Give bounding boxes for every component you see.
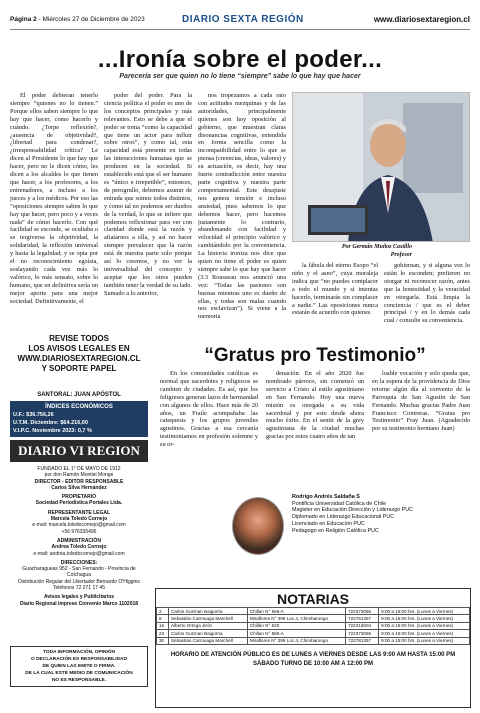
article-column-1: El poder debieran tenerlo siempre “quienes no lo tienen.” Porque ellos saben siempre lo que hay que hacer, como hacerlo y cuándo. ¿Torpe reflexión?, ¿ausencia de objetividad?, ¿libertad para condenar?, ¿irresponsabilidad crítica? Le dicen al Presidente lo que hay que hacer, pero no le dicen cómo, les dicen a los alcaldes lo que tienen que hacer, a los profesores, a los entrenadores, a incluso a los jueces y a los médicos. Por eso las “oposiciones siempre saben lo que hay que hacer, pero poco y a veces nada” de cómo hacerlo. Con qué facilidad se esconde, se ocultaba o se tergiversa la objetividad, la solidaridad, la reflexión universal y hasta la legalidad; y se opta por el no reconocimiento egoísta, soslayando cada vez más lo valórico, lo más sensato, sobre lo humano, que en definitiva sería un mejor aporte para una mejor sociedad. Definitivamente, el: [10, 92, 98, 305]
page-header: [10, 14, 470, 30]
indicator-utm: U.T.M. Diciembre: $64.216,00: [13, 420, 88, 426]
article-title: ...Ironía sobre el poder...: [97, 46, 383, 73]
notarias-box: [155, 588, 471, 708]
page-number: Página 2 - Miércoles 27 de Diciembre de 2023: [10, 16, 145, 23]
speaker-photo: [232, 497, 284, 555]
table-row: 9 Sebastián Carmuaga Marchell Miraflores N° 399 Loc.4, Chimbarongo 722781357 9:00 a 15:00 hrs. (Lunes a Viernes): [157, 615, 470, 622]
author-name: Por Germán Muñoz Castillo: [341, 244, 412, 250]
santoral: SANTORAL: JUAN APÓSTOL: [37, 392, 121, 398]
article2-title: “Gratus pro Testimonio”: [204, 345, 426, 366]
table-row: 30 Sebastián Carmuaga Marchell Miraflores N° 399 Loc.4, Chimbarongo 722781357 9:00 a 15:00 hrs. (Lunes a Viernes): [157, 637, 470, 644]
newspaper-url[interactable]: www.diariosextaregion.cl: [373, 15, 470, 24]
author-photo-illustration: [293, 93, 470, 242]
table-row: 23 Carlos Guzman Baigorria Chillan N° 566-A 722373066 9:00 a 15:00 hrs. (Lunes a Viernes): [157, 630, 470, 637]
article2-column-1: En los comunidades católicas es normal que sacerdotes y religiosos se cambien de ciudades. Es así, que los feligreses generan lazos de hermandad con algunos de ellos. Hace más de 20 años, un Fraile acompañaba las catequesis y los grupos juveniles agustinos. Gracias a esa cercanía testimoniamos en profesión solemne y su or-: [160, 370, 258, 449]
speaker-bio: Rodrigo Andrés Saldaña S Pontificia Universidad Católica de Chile Magister en Educación Dirección y Liderazgo PUC Diplomado en Liderazgo Educacional PUC Licenciado en Educación PUC Pedagogo en Religión Católica PUC: [292, 494, 414, 534]
indicator-uf: U.F.: $36.756,26: [13, 412, 54, 418]
revise-notice: REVISE TODOS LOS AVISOS LEGALES EN WWW.DIARIOSEXTAREGION.CL Y SOPORTE PAPEL: [17, 334, 141, 373]
article2-column-2: denación. En el año 2020 fue nombrado párroco, sin comenzó un servicio a Cristo al estilo agustiniano en San Fernando. Hoy una nueva misión es otorgada a su vida sacerdotal y por esto desde ahora mucho éxito. En el sentir de la grey agustiniana de la ciudad muchas gracias por estos cuatro años de tan: [266, 370, 364, 441]
imprint: FUNDADO EL 1° DE MAYO DE 1912 por don Ramón Montiel Monge DIRECTOR - EDITOR RESPONSABLE Carlos Silva Hernández PROPIETARIO Sociedad Periodística Portales Ltda. REPRESENTANTE LEGAL Marcela Toledo Cornejo e-mail: marcela.toledocornejo@gmail.com +56 976335496 ADMINISTRACIÓN Andrea Toledo Cornejo e-mail: andrea.toledocornejo@gmail.com DIRECCIONES: Guacharagueas 952 - San Fernando - Provincia de Colchagua Distribución Regular del Libertador Bernardo O'Higgins Teléfonos 72 271 17 45 Avisos legales y Publicitarios Diario Regional imprese Convenio Marco 1102018: [18, 466, 140, 607]
article-column-2: poder del poder. Para la ciencia política el poder es uno de los conceptos principales y más relevantes. Esto se debe a que el poder se toma “como la capacidad que tiene un actor para influir sobre otros”, y como tal, esta capacidad está presente en todas las interacciones humanas que se producen en la sociedad. Si establecido está que el ser humano es “único e irrepetible”, entonces, de perogrullo, debemos asumir de entrada que somos todos distintos, y como tal no podemos ser dueños de la verdad, lo que se infiere que podemos reflexionar para ver con claridad donde está la razón y afiatarnos a ella, y así no hacer siempre prevalecer que la razón está de nuestra parte solo porque así lo creemos, y no ver la universalidad del concepto y aceptar que los otros pueden también tener la verdad de su lado. Sumado a lo anterior,: [104, 92, 192, 297]
article2-column-3: loable vocación y solo queda que, en la espera de la providencia de Dios retorne algún día al convento de la Parroquia de San Agustín de San Fernando. Muchas gracias Padre Juan Francisco Contreras. “Gratus pro Testimonio” Fray Juan. (Agradecido por su testimonio hermano Juan): [372, 370, 470, 433]
disclaimer: TODA INFORMACIÓN, OPINIÓN O DECLARACIÓN ES RESPONSABILIDAD DE QUIEN LAS EMITE O FIRMA. DE LA CUAL ESTE MEDIO DE COMUNICACIÓN NO ES RESPONSABLE.: [10, 646, 148, 687]
article-column-3: nos tropezamos a cada rato con actitudes mezquinas y de las autoridades, principalmente quienes son hoy oposición al gobierno, que muestran claras disonancias cognitivas, entendida en forma sencilla como la incompatibilidad entre lo que se piensa (creencias, ideas, valores) y su actuación, es decir, hay una fuerte contradicción entre nuestra parte cognitiva y nuestra parte comportamental. Este desajuste nos genera tensión e incluso ansiedad, pues sabemos lo que debemos hacer, pero hacemos justamente lo contrario, abandonando con facilidad y velocidad el principio valórico y cambiándolo por la conveniencia. La historia ironiza nos dice que quien no tiene el poder es quien siempre sabe lo que hay que hacer (3.3 Rousseau nos anunció una vez: “Todas las pasiones son buenas mientras uno es dueño de ellas, y todas son malas cuando nos esclavizan”). Si viene a la memoria: [198, 92, 286, 321]
economic-indicators: [10, 401, 148, 437]
article-column-4: la fábula del eterno Esopo “el niño y el asno”, cuya moraleja indica que “no puedes complacer a todo el mundo y si intentas hacerlo, terminarás sin complacer a nadie.” Las oposiciones nunca estarán de acuerdo con quienes: [292, 262, 378, 317]
indicators-title: ÍNDICES ECONÓMICOS: [45, 404, 113, 410]
indicator-ipc: V.I.P.C. Noviembre 2023: 0,7 %: [13, 428, 92, 434]
table-row: 16 Alberto Ortega Jirón Chillán N° 620 722316604 9:00 a 15:00 hrs. (Lunes a Viernes): [157, 622, 470, 629]
newspaper-name: DIARIO SEXTA REGIÓN: [182, 14, 304, 25]
article-column-5: gobiernan, y si alguna vez lo están lo esconden; prefieren no otorgar ni reconocer razón, antes que la honestidad y la veracidad en otorgarla. Está limpia la conciencia / que es el deber principal / y en lo demás cada cual / consulte su conveniencia.: [384, 262, 470, 324]
masthead-logo: DIARIO VI REGION: [10, 440, 148, 462]
author-role: Profesor: [390, 252, 412, 258]
table-row: 2 Carlos Guzman Baigorria Chillan N° 566-A 722373066 9:00 a 15:00 hrs. (Lunes a Viernes): [157, 608, 470, 615]
notarias-title: NOTARIAS: [276, 591, 350, 607]
author-photo: [292, 92, 470, 242]
notarias-hours: HORARIO DE ATENCIÓN PÚBLICO ES DE LUNES A VIERNES DESDE LAS 9:00 AM HASTA 15:00 PM SÁBADO TURNO DE 10:00 AM A 12:00 PM: [170, 651, 456, 667]
notarias-table: [156, 607, 470, 645]
article-subtitle: Parecería ser que quien no lo tiene “siempre” sabe lo que hay que hacer: [119, 73, 361, 80]
